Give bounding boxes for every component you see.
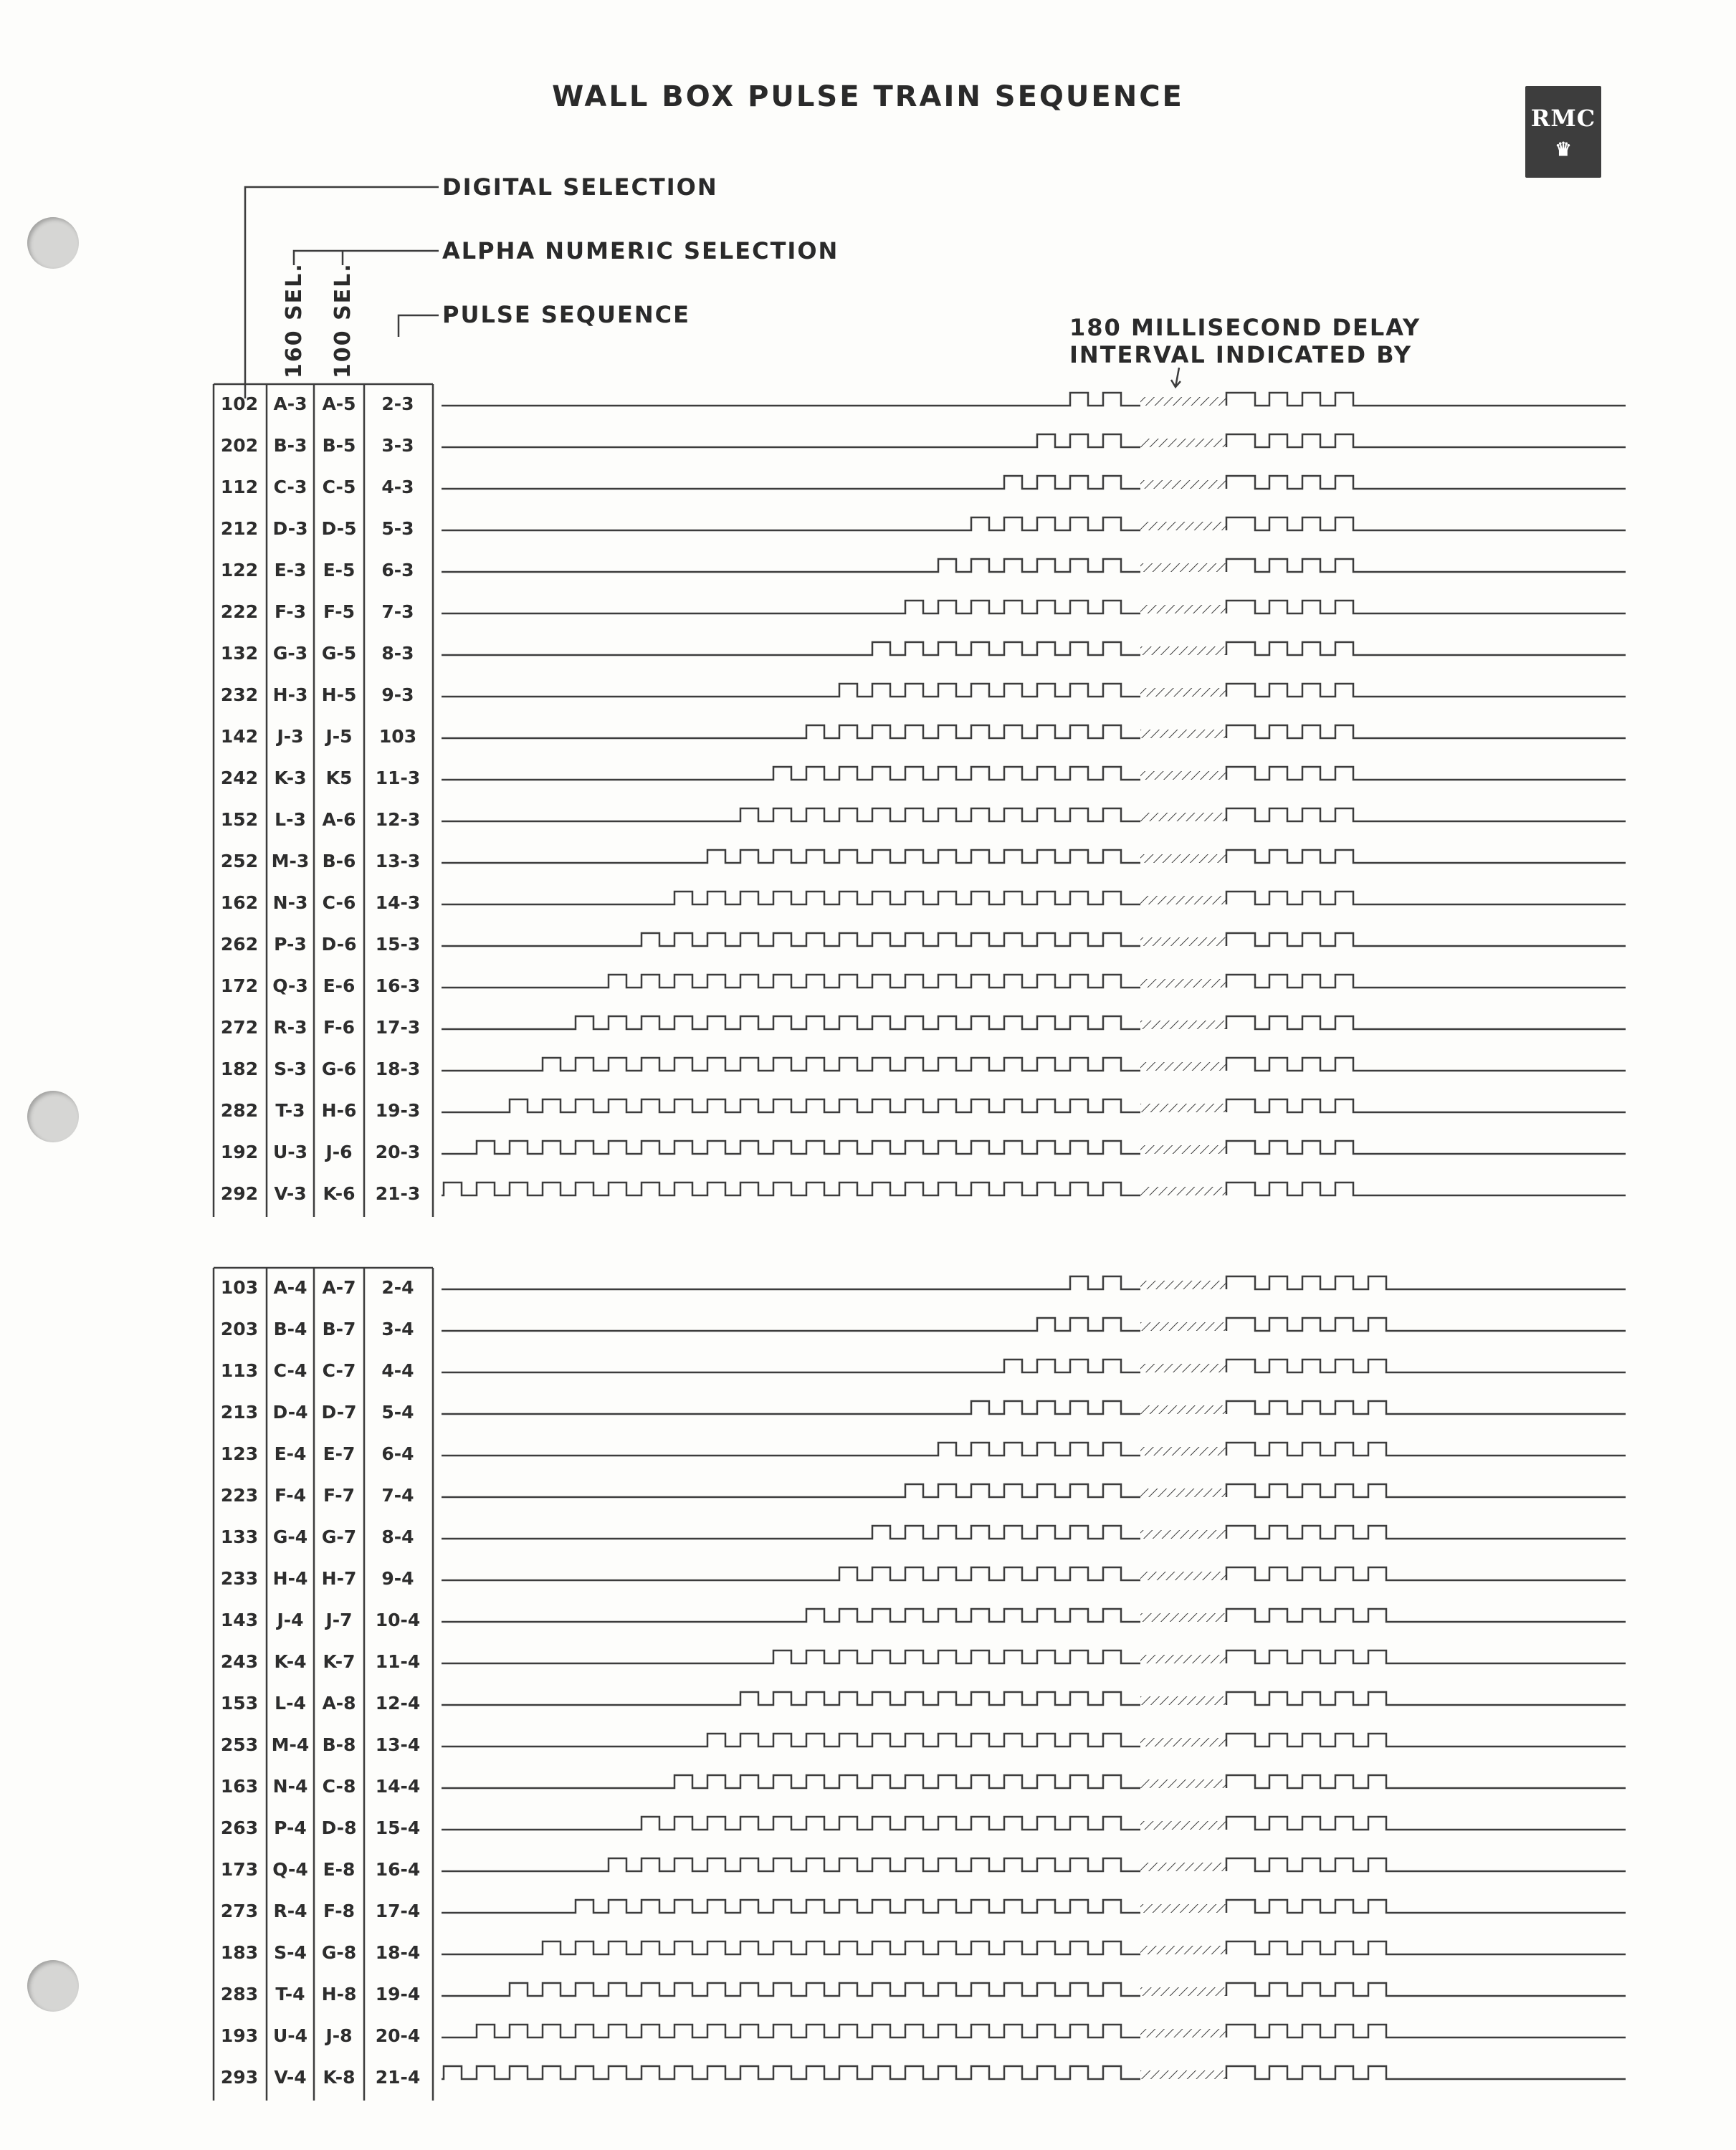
sel160-cell: U-3 — [272, 1142, 308, 1162]
digital-cell: 292 — [220, 1183, 259, 1204]
pulse-cell: 15-4 — [375, 1817, 421, 1838]
sel100-cell: F-8 — [323, 1901, 356, 1921]
sel160-cell: J-3 — [277, 726, 304, 747]
pulse-cell: 7-3 — [381, 601, 414, 622]
sel100-cell: F-6 — [323, 1017, 356, 1038]
sel160-cell: F-3 — [274, 601, 307, 622]
sel160-cell: B-4 — [273, 1319, 307, 1339]
pulse-cell: 11-4 — [375, 1651, 421, 1672]
pulse-sequence-label: PULSE SEQUENCE — [442, 301, 690, 328]
sel100-cell: E-7 — [323, 1443, 356, 1464]
sel160-cell: V-3 — [274, 1183, 307, 1204]
pulse-cell: 14-4 — [375, 1776, 421, 1797]
digital-cell: 103 — [220, 1277, 259, 1298]
sel100-cell: B-8 — [322, 1734, 356, 1755]
sel100-cell: G-7 — [321, 1526, 357, 1547]
digital-cell: 182 — [220, 1059, 259, 1079]
delay-legend-line1: 180 MILLISECOND DELAY — [1069, 314, 1421, 341]
sel100-cell: C-8 — [322, 1776, 356, 1797]
sel160-cell: N-4 — [272, 1776, 308, 1797]
sel160-cell: S-4 — [274, 1942, 307, 1963]
digital-cell: 212 — [220, 518, 259, 539]
sel160-cell: G-4 — [272, 1526, 308, 1547]
pulse-cell: 13-3 — [375, 851, 421, 871]
sel160-cell: V-4 — [274, 2067, 307, 2088]
digital-cell: 242 — [220, 768, 259, 788]
pulse-cell: 12-3 — [375, 809, 421, 830]
digital-cell: 142 — [220, 726, 259, 747]
pulse-cell: 6-3 — [381, 560, 414, 580]
digital-cell: 263 — [220, 1817, 259, 1838]
sel160-cell: C-4 — [273, 1360, 307, 1381]
pulse-cell: 17-3 — [375, 1017, 421, 1038]
digital-cell: 272 — [220, 1017, 259, 1038]
pulse-cell: 6-4 — [381, 1443, 414, 1464]
sel100-cell: E-6 — [323, 975, 356, 996]
digital-cell: 293 — [220, 2067, 259, 2088]
sel100-cell: B-6 — [322, 851, 356, 871]
sel100-cell: C-6 — [322, 892, 356, 913]
digital-cell: 113 — [220, 1360, 259, 1381]
pulse-cell: 5-3 — [381, 518, 414, 539]
logo-text: RMC — [1530, 105, 1596, 132]
sel160-cell: R-3 — [273, 1017, 307, 1038]
digital-cell: 223 — [220, 1485, 259, 1506]
sel160-cell: E-3 — [274, 560, 307, 580]
sel100-cell: E-5 — [323, 560, 356, 580]
digital-cell: 173 — [220, 1859, 259, 1880]
digital-cell: 222 — [220, 601, 259, 622]
pulse-cell: 12-4 — [375, 1693, 421, 1714]
sel100-cell: J-6 — [325, 1142, 353, 1162]
sel100-cell: B-5 — [322, 435, 356, 456]
sel100-cell: G-6 — [321, 1059, 357, 1079]
sel160-cell: L-3 — [275, 809, 306, 830]
digital-cell: 193 — [220, 2025, 259, 2046]
sel100-cell: H-5 — [321, 684, 357, 705]
digital-cell: 262 — [220, 934, 259, 955]
pulse-cell: 20-3 — [375, 1142, 421, 1162]
pulse-cell: 2-4 — [381, 1277, 414, 1298]
sel100-cell: J-8 — [325, 2025, 353, 2046]
digital-selection-label: DIGITAL SELECTION — [442, 173, 718, 201]
pulse-cell: 7-4 — [381, 1485, 414, 1506]
digital-cell: 203 — [220, 1319, 259, 1339]
sel160-cell: U-4 — [272, 2025, 308, 2046]
pulse-cell: 14-3 — [375, 892, 421, 913]
pulse-cell: 19-3 — [375, 1100, 421, 1121]
digital-cell: 233 — [220, 1568, 259, 1589]
digital-cell: 163 — [220, 1776, 259, 1797]
digital-cell: 183 — [220, 1942, 259, 1963]
pulse-cell: 13-4 — [375, 1734, 421, 1755]
sel100-cell: A-7 — [322, 1277, 356, 1298]
crown-icon: ♛ — [1555, 139, 1572, 161]
pulse-cell: 18-4 — [375, 1942, 421, 1963]
pulse-cell: 8-4 — [381, 1526, 414, 1547]
sel100-cell: D-5 — [321, 518, 357, 539]
sel160-cell: C-3 — [273, 477, 307, 497]
sel100-cell: F-5 — [323, 601, 356, 622]
digital-cell: 143 — [220, 1610, 259, 1630]
sel100-cell: F-7 — [323, 1485, 356, 1506]
digital-cell: 192 — [220, 1142, 259, 1162]
sel160-cell: M-3 — [271, 851, 310, 871]
sel100-cell: K5 — [325, 768, 353, 788]
digital-cell: 232 — [220, 684, 259, 705]
sel160-cell: Q-4 — [272, 1859, 308, 1880]
sel160-cell: B-3 — [273, 435, 307, 456]
digital-cell: 172 — [220, 975, 259, 996]
digital-cell: 152 — [220, 809, 259, 830]
sel160-cell: D-4 — [272, 1402, 308, 1423]
sel100-cell: C-5 — [322, 477, 356, 497]
col-160-sel-header: 160 SEL. — [282, 262, 307, 378]
digital-cell: 112 — [220, 477, 259, 497]
sel100-cell: B-7 — [322, 1319, 356, 1339]
alpha-numeric-selection-label: ALPHA NUMERIC SELECTION — [442, 237, 839, 264]
digital-cell: 122 — [220, 560, 259, 580]
pulse-cell: 3-4 — [381, 1319, 414, 1339]
sel160-cell: T-4 — [275, 1984, 305, 2005]
sel100-cell: H-6 — [321, 1100, 357, 1121]
digital-cell: 153 — [220, 1693, 259, 1714]
sel100-cell: C-7 — [322, 1360, 356, 1381]
pulse-cell: 4-3 — [381, 477, 414, 497]
page-title: WALL BOX PULSE TRAIN SEQUENCE — [552, 80, 1184, 113]
sel100-cell: G-8 — [321, 1942, 357, 1963]
sel160-cell: H-4 — [272, 1568, 308, 1589]
digital-cell: 123 — [220, 1443, 259, 1464]
sel160-cell: D-3 — [272, 518, 308, 539]
sel100-cell: J-5 — [325, 726, 353, 747]
sel160-cell: R-4 — [273, 1901, 307, 1921]
sel100-cell: H-8 — [321, 1984, 357, 2005]
pulse-cell: 21-4 — [375, 2067, 421, 2088]
pulse-cell: 11-3 — [375, 768, 421, 788]
sel160-cell: J-4 — [277, 1610, 304, 1630]
sel100-cell: G-5 — [321, 643, 357, 664]
sel160-cell: K-4 — [274, 1651, 307, 1672]
delay-legend-line2: INTERVAL INDICATED BY — [1069, 341, 1413, 368]
sel160-cell: E-4 — [274, 1443, 307, 1464]
sel160-cell: A-4 — [273, 1277, 307, 1298]
sel100-cell: E-8 — [323, 1859, 356, 1880]
pulse-cell: 20-4 — [375, 2025, 421, 2046]
sel160-cell: L-4 — [275, 1693, 306, 1714]
digital-cell: 273 — [220, 1901, 259, 1921]
sel100-cell: J-7 — [325, 1610, 353, 1630]
sel160-cell: Q-3 — [272, 975, 308, 996]
pulse-cell: 19-4 — [375, 1984, 421, 2005]
sel160-cell: G-3 — [272, 643, 308, 664]
sel100-cell: D-7 — [321, 1402, 357, 1423]
digital-cell: 253 — [220, 1734, 259, 1755]
pulse-cell: 2-3 — [381, 393, 414, 414]
pulse-cell: 9-3 — [381, 684, 414, 705]
sel100-cell: A-5 — [322, 393, 356, 414]
digital-cell: 252 — [220, 851, 259, 871]
sel100-cell: K-7 — [323, 1651, 356, 1672]
sel100-cell: D-8 — [321, 1817, 357, 1838]
pulse-cell: 4-4 — [381, 1360, 414, 1381]
sel100-cell: A-6 — [322, 809, 356, 830]
col-100-sel-header: 100 SEL. — [330, 262, 356, 378]
sel100-cell: K-6 — [323, 1183, 356, 1204]
sel160-cell: M-4 — [271, 1734, 310, 1755]
pulse-cell: 17-4 — [375, 1901, 421, 1921]
sel100-cell: H-7 — [321, 1568, 357, 1589]
digital-cell: 133 — [220, 1526, 259, 1547]
pulse-cell: 18-3 — [375, 1059, 421, 1079]
digital-cell: 132 — [220, 643, 259, 664]
digital-cell: 283 — [220, 1984, 259, 2005]
sel100-cell: K-8 — [323, 2067, 356, 2088]
digital-cell: 162 — [220, 892, 259, 913]
digital-cell: 213 — [220, 1402, 259, 1423]
digital-cell: 202 — [220, 435, 259, 456]
pulse-cell: 15-3 — [375, 934, 421, 955]
pulse-cell: 5-4 — [381, 1402, 414, 1423]
pulse-cell: 103 — [378, 726, 417, 747]
sel160-cell: K-3 — [274, 768, 307, 788]
pulse-cell: 21-3 — [375, 1183, 421, 1204]
pulse-cell: 9-4 — [381, 1568, 414, 1589]
pulse-cell: 3-3 — [381, 435, 414, 456]
pulse-cell: 8-3 — [381, 643, 414, 664]
sel160-cell: T-3 — [275, 1100, 305, 1121]
sel160-cell: S-3 — [274, 1059, 307, 1079]
pulse-cell: 16-3 — [375, 975, 421, 996]
sel160-cell: P-3 — [274, 934, 307, 955]
pulse-cell: 16-4 — [375, 1859, 421, 1880]
digital-cell: 282 — [220, 1100, 259, 1121]
sel100-cell: A-8 — [322, 1693, 356, 1714]
digital-cell: 243 — [220, 1651, 259, 1672]
sel100-cell: D-6 — [321, 934, 357, 955]
sel160-cell: N-3 — [272, 892, 308, 913]
sel160-cell: A-3 — [273, 393, 307, 414]
sel160-cell: P-4 — [274, 1817, 307, 1838]
pulse-cell: 10-4 — [375, 1610, 421, 1630]
sel160-cell: H-3 — [272, 684, 308, 705]
digital-cell: 102 — [220, 393, 259, 414]
sel160-cell: F-4 — [274, 1485, 307, 1506]
